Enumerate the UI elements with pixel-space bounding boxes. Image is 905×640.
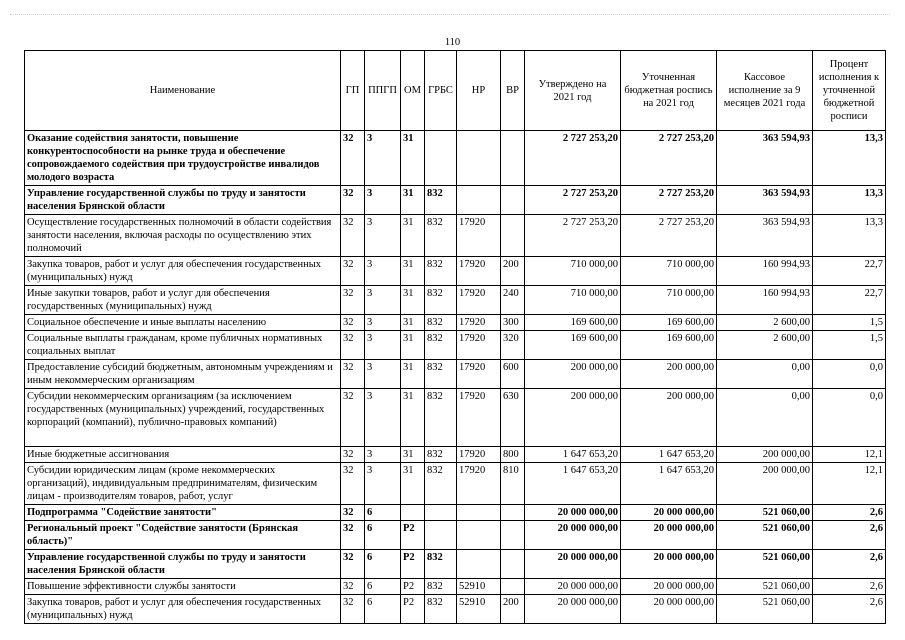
cell-om: 31: [401, 186, 425, 215]
cell-name: Управление государственной службы по труду и занятости населения Брянской области: [25, 186, 341, 215]
cell-cash: 363 594,93: [717, 215, 813, 257]
cell-grbs: 832: [425, 447, 457, 463]
cell-refined: 200 000,00: [621, 360, 717, 389]
cell-ppgp: 3: [365, 186, 401, 215]
cell-vr: 600: [501, 360, 525, 389]
cell-grbs: [425, 521, 457, 550]
cell-gp: 32: [341, 257, 365, 286]
cell-grbs: 832: [425, 360, 457, 389]
cell-vr: [501, 505, 525, 521]
cell-nr: [457, 521, 501, 550]
header-refined: Уточненная бюджетная роспись на 2021 год: [621, 51, 717, 131]
table-header-row: [25, 51, 886, 131]
cell-approved: 20 000 000,00: [525, 550, 621, 579]
header-percent: Процент исполнения к уточненной бюджетной росписи: [813, 51, 886, 131]
cell-nr: 17920: [457, 331, 501, 360]
cell-approved: 2 727 253,20: [525, 215, 621, 257]
table-row: [25, 521, 886, 550]
cell-grbs: 832: [425, 550, 457, 579]
cell-approved: 20 000 000,00: [525, 521, 621, 550]
cell-nr: 17920: [457, 215, 501, 257]
cell-cash: 2 600,00: [717, 331, 813, 360]
cell-om: 31: [401, 389, 425, 447]
table-row: [25, 360, 886, 389]
cell-ppgp: 3: [365, 331, 401, 360]
cell-om: P2: [401, 579, 425, 595]
cell-om: 31: [401, 286, 425, 315]
cell-om: P2: [401, 595, 425, 624]
cell-vr: 320: [501, 331, 525, 360]
cell-cash: 521 060,00: [717, 505, 813, 521]
cell-cash: 160 994,93: [717, 286, 813, 315]
cell-name: Субсидии некоммерческим организациям (за исключением государственных (муниципальных) учреждений, государственных корпораций (компаний), публично-правовых компаний): [25, 389, 341, 447]
cell-grbs: 832: [425, 331, 457, 360]
cell-approved: 710 000,00: [525, 257, 621, 286]
cell-name: Оказание содействия занятости, повышение конкурентоспособности на рынке труда и обеспечение сопровождаемого содействия при трудоустройстве инвалидов молодого возраста: [25, 131, 341, 186]
cell-nr: [457, 550, 501, 579]
cell-gp: 32: [341, 550, 365, 579]
cell-nr: 17920: [457, 315, 501, 331]
cell-name: Региональный проект "Содействие занятости (Брянская область)": [25, 521, 341, 550]
cell-ppgp: 3: [365, 215, 401, 257]
table-row: [25, 463, 886, 505]
cell-refined: 1 647 653,20: [621, 447, 717, 463]
cell-percent: 2,6: [813, 579, 886, 595]
cell-cash: 0,00: [717, 389, 813, 447]
cell-approved: 20 000 000,00: [525, 505, 621, 521]
cell-om: 31: [401, 131, 425, 186]
cell-gp: 32: [341, 186, 365, 215]
cell-gp: 32: [341, 463, 365, 505]
cell-approved: 169 600,00: [525, 315, 621, 331]
cell-percent: 1,5: [813, 331, 886, 360]
cell-percent: 2,6: [813, 595, 886, 624]
cell-om: 31: [401, 315, 425, 331]
cell-nr: 17920: [457, 463, 501, 505]
cell-om: P2: [401, 521, 425, 550]
cell-refined: 710 000,00: [621, 286, 717, 315]
header-cash: Кассовое исполнение за 9 месяцев 2021 года: [717, 51, 813, 131]
header-om: ОМ: [401, 51, 425, 131]
cell-percent: 13,3: [813, 186, 886, 215]
cell-name: Закупка товаров, работ и услуг для обеспечения государственных (муниципальных) нужд: [25, 257, 341, 286]
cell-percent: 12,1: [813, 463, 886, 505]
cell-name: Субсидии юридическим лицам (кроме некоммерческих организаций), индивидуальным предпринимателям, физическим лицам - производителям товаров, работ, услуг: [25, 463, 341, 505]
cell-vr: 300: [501, 315, 525, 331]
cell-vr: [501, 186, 525, 215]
cell-nr: 52910: [457, 579, 501, 595]
cell-ppgp: 3: [365, 131, 401, 186]
cell-cash: 363 594,93: [717, 131, 813, 186]
table-body: [25, 131, 886, 624]
cell-grbs: 832: [425, 595, 457, 624]
cell-gp: 32: [341, 579, 365, 595]
cell-ppgp: 3: [365, 315, 401, 331]
table-row: [25, 215, 886, 257]
cell-gp: 32: [341, 360, 365, 389]
cell-gp: 32: [341, 505, 365, 521]
cell-ppgp: 6: [365, 550, 401, 579]
cell-gp: 32: [341, 595, 365, 624]
cell-nr: 52910: [457, 595, 501, 624]
cell-nr: [457, 505, 501, 521]
table-row: [25, 331, 886, 360]
cell-grbs: [425, 131, 457, 186]
cell-grbs: 832: [425, 257, 457, 286]
cell-cash: 363 594,93: [717, 186, 813, 215]
cell-approved: 169 600,00: [525, 331, 621, 360]
cell-vr: 630: [501, 389, 525, 447]
cell-om: P2: [401, 550, 425, 579]
cell-cash: 521 060,00: [717, 521, 813, 550]
cell-percent: 0,0: [813, 360, 886, 389]
table-row: [25, 389, 886, 447]
cell-vr: [501, 550, 525, 579]
header-name: Наименование: [25, 51, 341, 131]
cell-name: Закупка товаров, работ и услуг для обеспечения государственных (муниципальных) нужд: [25, 595, 341, 624]
cell-ppgp: 3: [365, 257, 401, 286]
cell-ppgp: 3: [365, 286, 401, 315]
cell-vr: 810: [501, 463, 525, 505]
cell-refined: 20 000 000,00: [621, 505, 717, 521]
cell-refined: 20 000 000,00: [621, 579, 717, 595]
cell-om: 31: [401, 257, 425, 286]
cell-refined: 1 647 653,20: [621, 463, 717, 505]
cell-gp: 32: [341, 131, 365, 186]
cell-name: Подпрограмма "Содействие занятости": [25, 505, 341, 521]
cell-approved: 20 000 000,00: [525, 595, 621, 624]
cell-om: 31: [401, 463, 425, 505]
table-row: [25, 595, 886, 624]
cell-refined: 169 600,00: [621, 331, 717, 360]
cell-percent: 2,6: [813, 521, 886, 550]
table-row: [25, 131, 886, 186]
page-number: 110: [444, 37, 461, 48]
cell-vr: [501, 215, 525, 257]
cell-om: [401, 505, 425, 521]
cell-gp: 32: [341, 389, 365, 447]
cell-cash: 521 060,00: [717, 550, 813, 579]
cell-cash: 160 994,93: [717, 257, 813, 286]
cell-approved: 200 000,00: [525, 360, 621, 389]
cell-ppgp: 3: [365, 447, 401, 463]
cell-percent: 22,7: [813, 286, 886, 315]
table-row: [25, 550, 886, 579]
cell-vr: 200: [501, 257, 525, 286]
cell-vr: [501, 579, 525, 595]
cell-vr: 240: [501, 286, 525, 315]
cell-grbs: 832: [425, 463, 457, 505]
cell-gp: 32: [341, 331, 365, 360]
cell-ppgp: 6: [365, 595, 401, 624]
cell-refined: 2 727 253,20: [621, 215, 717, 257]
cell-gp: 32: [341, 521, 365, 550]
cell-percent: 2,6: [813, 550, 886, 579]
cell-name: Управление государственной службы по труду и занятости населения Брянской области: [25, 550, 341, 579]
cell-name: Предоставление субсидий бюджетным, автономным учреждениям и иным некоммерческим организациям: [25, 360, 341, 389]
cell-vr: 800: [501, 447, 525, 463]
cell-name: Социальное обеспечение и иные выплаты населению: [25, 315, 341, 331]
cell-ppgp: 6: [365, 505, 401, 521]
header-nr: НР: [457, 51, 501, 131]
header-ppgp: ППГП: [365, 51, 401, 131]
cell-ppgp: 3: [365, 360, 401, 389]
cell-percent: 0,0: [813, 389, 886, 447]
cell-refined: 169 600,00: [621, 315, 717, 331]
cell-approved: 1 647 653,20: [525, 463, 621, 505]
cell-refined: 710 000,00: [621, 257, 717, 286]
table-row: [25, 579, 886, 595]
cell-vr: [501, 131, 525, 186]
cell-gp: 32: [341, 215, 365, 257]
cell-approved: 710 000,00: [525, 286, 621, 315]
table-row: [25, 286, 886, 315]
cell-nr: 17920: [457, 360, 501, 389]
cell-cash: 200 000,00: [717, 447, 813, 463]
cell-nr: [457, 131, 501, 186]
cell-om: 31: [401, 447, 425, 463]
cell-gp: 32: [341, 315, 365, 331]
top-dotted-rule: [10, 14, 890, 16]
cell-grbs: 832: [425, 389, 457, 447]
cell-grbs: 832: [425, 186, 457, 215]
cell-ppgp: 3: [365, 463, 401, 505]
cell-gp: 32: [341, 447, 365, 463]
cell-ppgp: 6: [365, 521, 401, 550]
cell-cash: 521 060,00: [717, 595, 813, 624]
cell-grbs: 832: [425, 579, 457, 595]
cell-cash: 2 600,00: [717, 315, 813, 331]
cell-refined: 2 727 253,20: [621, 186, 717, 215]
header-grbs: ГРБС: [425, 51, 457, 131]
cell-grbs: 832: [425, 286, 457, 315]
table-row: [25, 447, 886, 463]
cell-refined: 20 000 000,00: [621, 550, 717, 579]
table-row: [25, 186, 886, 215]
cell-vr: [501, 521, 525, 550]
cell-approved: 2 727 253,20: [525, 131, 621, 186]
cell-om: 31: [401, 215, 425, 257]
cell-grbs: [425, 505, 457, 521]
cell-percent: 13,3: [813, 215, 886, 257]
cell-grbs: 832: [425, 215, 457, 257]
cell-gp: 32: [341, 286, 365, 315]
header-gp: ГП: [341, 51, 365, 131]
cell-nr: 17920: [457, 286, 501, 315]
cell-percent: 13,3: [813, 131, 886, 186]
budget-table: [24, 50, 886, 624]
header-vr: ВР: [501, 51, 525, 131]
cell-approved: 20 000 000,00: [525, 579, 621, 595]
cell-approved: 200 000,00: [525, 389, 621, 447]
cell-om: 31: [401, 360, 425, 389]
cell-percent: 12,1: [813, 447, 886, 463]
cell-approved: 2 727 253,20: [525, 186, 621, 215]
cell-name: Иные бюджетные ассигнования: [25, 447, 341, 463]
cell-percent: 2,6: [813, 505, 886, 521]
cell-nr: [457, 186, 501, 215]
cell-grbs: 832: [425, 315, 457, 331]
cell-cash: 200 000,00: [717, 463, 813, 505]
cell-om: 31: [401, 331, 425, 360]
cell-vr: 200: [501, 595, 525, 624]
header-approved: Утверждено на 2021 год: [525, 51, 621, 131]
cell-refined: 20 000 000,00: [621, 521, 717, 550]
cell-name: Осуществление государственных полномочий в области содействия занятости населения, включая расходы по осуществлению этих полномочий: [25, 215, 341, 257]
cell-name: Иные закупки товаров, работ и услуг для обеспечения государственных (муниципальных) нужд: [25, 286, 341, 315]
table-row: [25, 257, 886, 286]
cell-ppgp: 3: [365, 389, 401, 447]
cell-refined: 2 727 253,20: [621, 131, 717, 186]
table-row: [25, 505, 886, 521]
cell-nr: 17920: [457, 447, 501, 463]
cell-nr: 17920: [457, 389, 501, 447]
cell-name: Повышение эффективности службы занятости: [25, 579, 341, 595]
table-row: [25, 315, 886, 331]
cell-nr: 17920: [457, 257, 501, 286]
cell-refined: 20 000 000,00: [621, 595, 717, 624]
cell-refined: 200 000,00: [621, 389, 717, 447]
cell-approved: 1 647 653,20: [525, 447, 621, 463]
cell-cash: 0,00: [717, 360, 813, 389]
cell-percent: 1,5: [813, 315, 886, 331]
cell-ppgp: 6: [365, 579, 401, 595]
cell-name: Социальные выплаты гражданам, кроме публичных нормативных социальных выплат: [25, 331, 341, 360]
cell-percent: 22,7: [813, 257, 886, 286]
cell-cash: 521 060,00: [717, 579, 813, 595]
